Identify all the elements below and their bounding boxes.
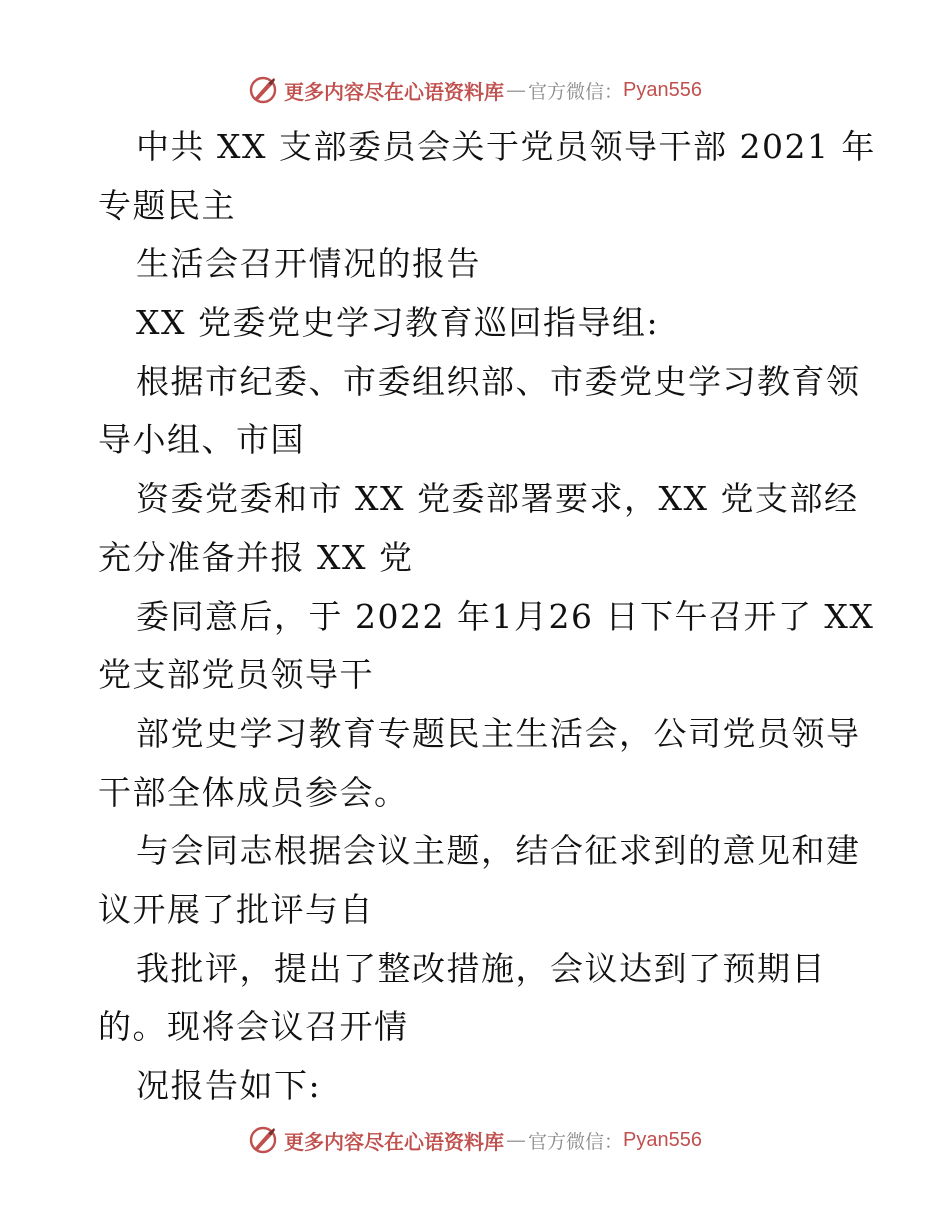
quill-logo-icon	[248, 1125, 278, 1155]
text-line: 与会同志根据会议主题，结合征求到的意见和建	[136, 831, 861, 871]
text-line: 充分准备并报 XX 党	[98, 537, 414, 577]
text-line: XX 党委党史学习教育巡回指导组:	[136, 303, 660, 343]
text-line: 根据市纪委、市委组织部、市委党史学习教育领	[136, 361, 861, 401]
text-line: 导小组、市国	[98, 420, 305, 460]
quill-logo-icon	[248, 75, 278, 105]
watermark-main-text: 更多内容尽在心语资料库	[284, 1129, 504, 1154]
text-line: 资委党委和市 XX 党委部署要求，XX 党支部经	[136, 479, 859, 519]
text-line: 的。现将会议召开情	[98, 1007, 409, 1047]
watermark-dash: —	[506, 78, 526, 102]
text-line: 干部全体成员参会。	[98, 772, 409, 812]
watermark-wechat-label: 官方微信：	[528, 80, 624, 103]
watermark-header	[0, 70, 950, 110]
watermark-footer	[0, 1120, 950, 1160]
text-line: 党支部党员领导干	[98, 655, 374, 695]
text-line: 我批评，提出了整改措施，会议达到了预期目	[136, 948, 826, 988]
text-line: 况报告如下:	[136, 1066, 322, 1105]
document-body	[98, 118, 876, 1116]
watermark-wechat-id: Pyan556	[623, 78, 702, 101]
text-line: 中共 XX 支部委员会关于党员领导干部 2021 年	[136, 127, 876, 166]
text-line: 生活会召开情况的报告	[136, 244, 481, 284]
watermark-wechat-id: Pyan556	[623, 1128, 702, 1151]
text-line: 部党史学习教育专题民主生活会，公司党员领导	[136, 713, 861, 753]
text-line: 议开展了批评与自	[98, 889, 374, 929]
text-line: 专题民主	[98, 185, 236, 225]
text-line: 委同意后，于 2022 年1月26 日下午召开了 XX	[136, 596, 875, 636]
watermark-main-text: 更多内容尽在心语资料库	[284, 79, 504, 104]
watermark-dash: —	[506, 1128, 526, 1152]
watermark-wechat-label: 官方微信：	[528, 1130, 624, 1153]
